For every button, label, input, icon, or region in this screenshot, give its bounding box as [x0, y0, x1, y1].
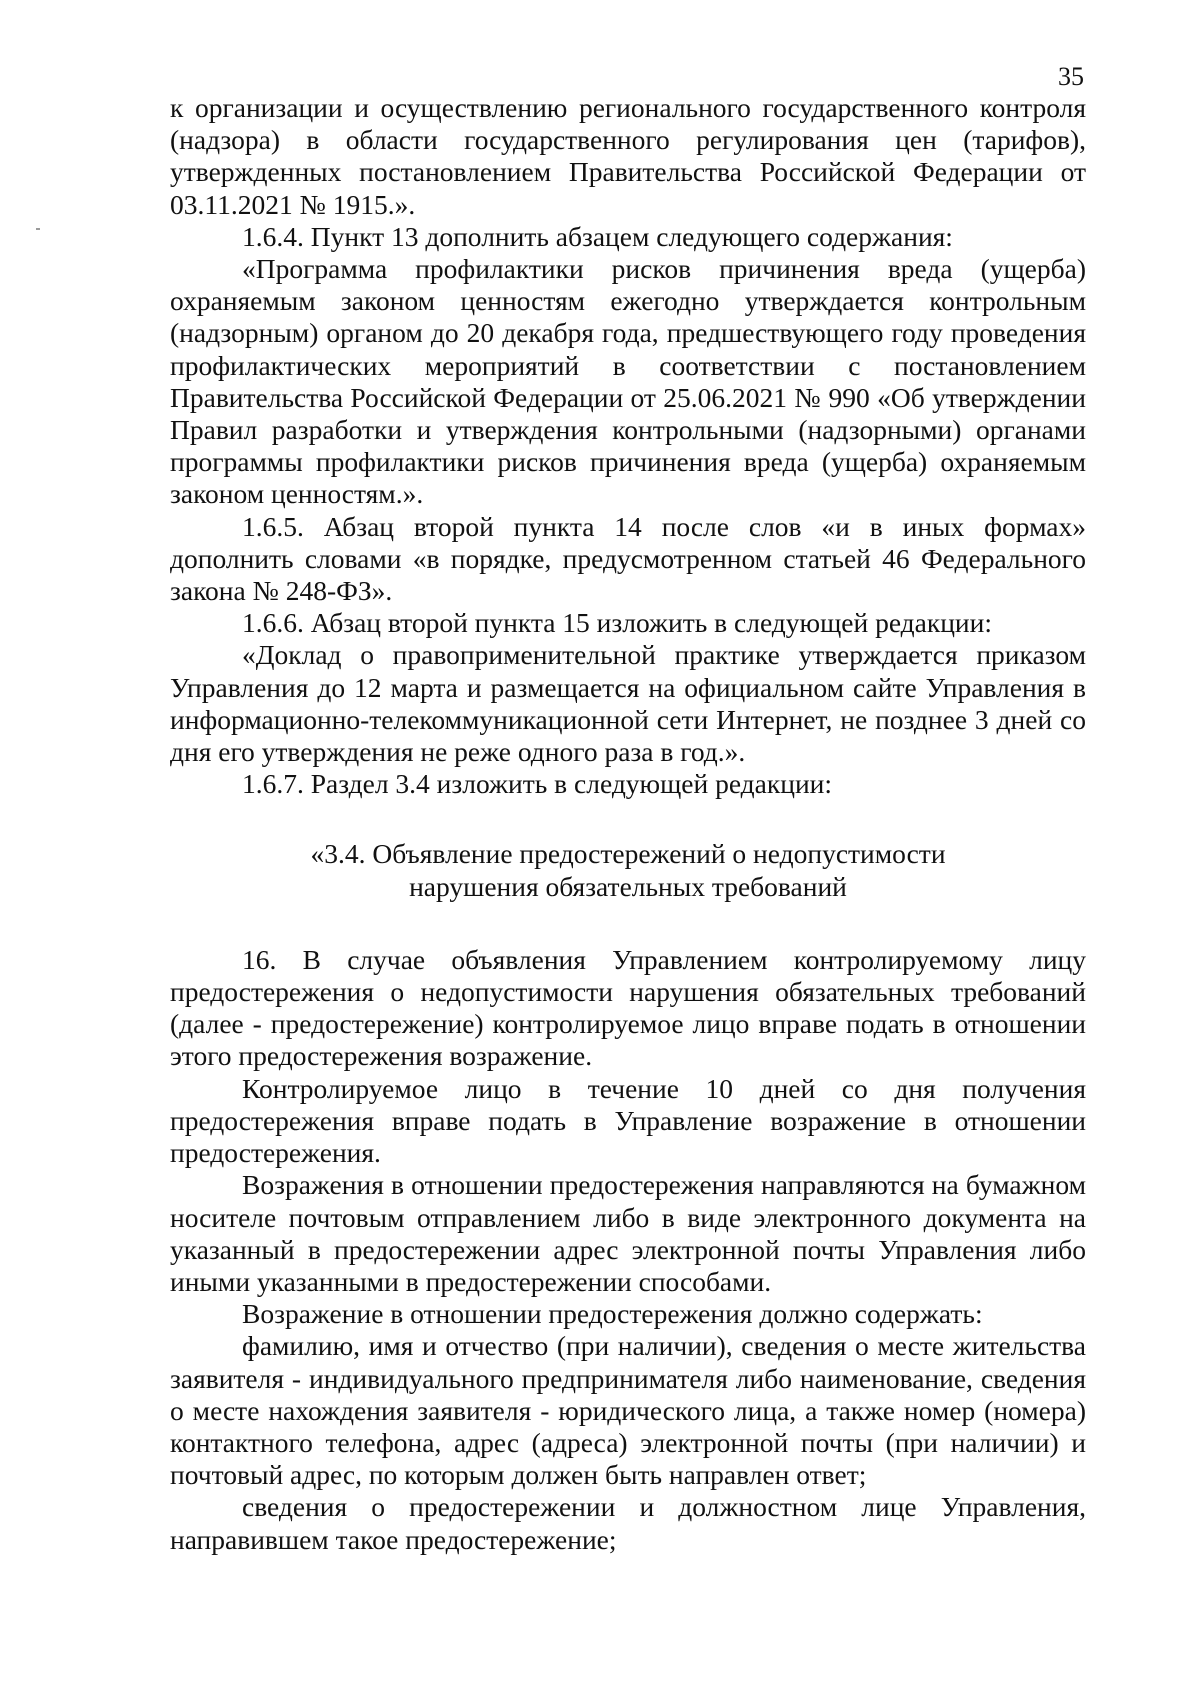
paragraph-applicant-details: фамилию, имя и отчество (при наличии), сведения о месте жительства заявителя - индивидуального предпринимателя либо наименование, сведения о месте нахождения заявителя - юридического лица, а также номер (номера) контактного телефона, адрес (адреса) электронной почты (при наличии) и почтовый адрес, по которым должен быть направлен ответ; [170, 1330, 1086, 1491]
section-heading [170, 838, 1086, 902]
paragraph-objection-term: Контролируемое лицо в течение 10 дней со дня получения предостережения вправе подать в Управление возражение в отношении предостережения. [170, 1072, 1086, 1169]
paragraph-objection-delivery: Возражения в отношении предостережения направляются на бумажном носителе почтовым отправлением либо в виде электронного документа на указанный в предостережении адрес электронной почты Управления либо иными указанными в предостережении способами. [170, 1169, 1086, 1297]
section-heading-line-2: нарушения обязательных требований [409, 870, 847, 902]
paragraph-1-6-4: 1.6.4. Пункт 13 дополнить абзацем следующего содержания: [242, 220, 953, 252]
paragraph-1-6-5: 1.6.5. Абзац второй пункта 14 после слов «и в иных формах» дополнить словами «в порядке, предусмотренном статьей 46 Федерального закона № 248-ФЗ». [170, 510, 1086, 607]
paragraph-program-quote: «Программа профилактики рисков причинения вреда (ущерба) охраняемым законом ценностям ежегодно утверждается контрольным (надзорным) органом до 20 декабря года, предшествующего году проведения профилактических мероприятий в соответствии с постановлением Правительства Российской Федерации от 25.06.2021 № 990 «Об утверждении Правил разработки и утверждения контрольными (надзорными) органами программы профилактики рисков причинения вреда (ущерба) охраняемым законом ценностям.». [170, 253, 1086, 510]
paragraph-1-6-6: 1.6.6. Абзац второй пункта 15 изложить в следующей редакции: [242, 607, 993, 639]
paragraph-objection-content: Возражение в отношении предостережения должно содержать: [242, 1298, 983, 1330]
paragraph-1-6-7: 1.6.7. Раздел 3.4 изложить в следующей редакции: [242, 768, 833, 800]
document-body [170, 92, 1086, 1556]
scan-artifact [36, 228, 40, 230]
paragraph-continuation: к организации и осуществлению регионального государственного контроля (надзора) в области государственного регулирования цен (тарифов), утвержденных постановлением Правительства Российской Федерации от 03.11.2021 № 1915.». [170, 92, 1086, 220]
paragraph-warning-details: сведения о предостережении и должностном лице Управления, направившем такое предостережение; [170, 1491, 1086, 1555]
page-number: 35 [1058, 62, 1084, 91]
section-heading-line-1: «3.4. Объявление предостережений о недопустимости [310, 838, 946, 870]
paragraph-16: 16. В случае объявления Управлением контролируемому лицу предостережения о недопустимости нарушения обязательных требований (далее - предостережение) контролируемое лицо вправе подать в отношении этого предостережения возражение. [170, 943, 1086, 1072]
paragraph-report-quote: «Доклад о правоприменительной практике утверждается приказом Управления до 12 марта и размещается на официальном сайте Управления в информационно-телекоммуникационной сети Интернет, не позднее 3 дней со дня его утверждения не реже одного раза в год.». [170, 639, 1086, 768]
